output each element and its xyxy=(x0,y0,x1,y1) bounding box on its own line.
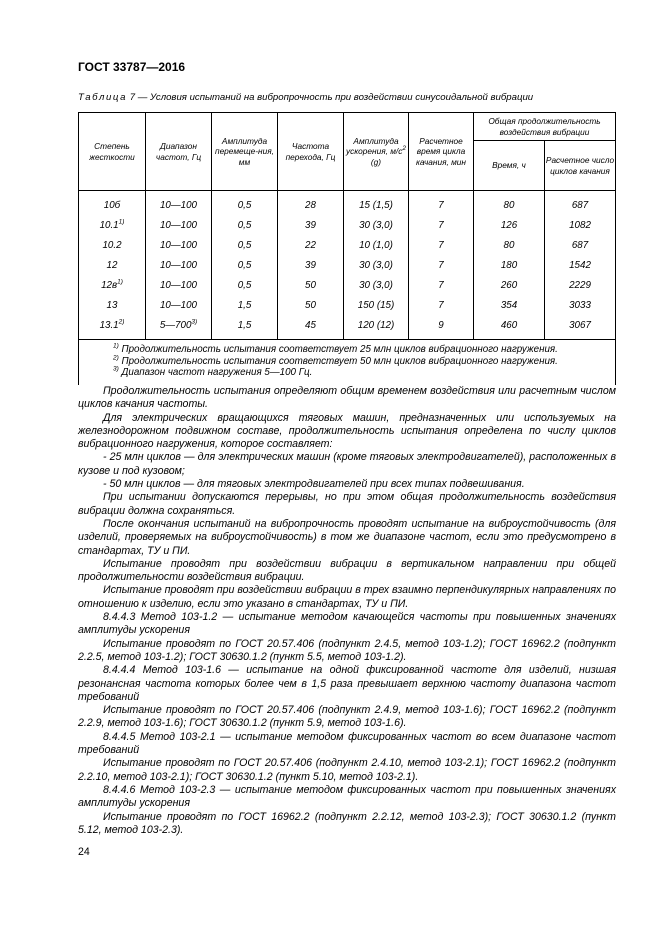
cell-amplitude: 1,5 xyxy=(212,295,278,315)
col-transition-freq: Частота перехода, Гц xyxy=(278,113,344,191)
paragraph: Для электрических вращающихся тяговых машин, предназначенных или используемых на железнодорожном подвижном составе, продолжительность испытания определена по числу циклов вибрационного нагружения, которое составляет: xyxy=(78,411,616,451)
page-number: 24 xyxy=(78,846,90,858)
range-value: 10—100 xyxy=(159,259,198,271)
footnote-text: Продолжительность испытания соответствует 50 млн циклов вибрационного нагружения. xyxy=(118,355,558,367)
degree-footnote-mark: 1) xyxy=(118,218,125,226)
caption-prefix: Таблица xyxy=(78,92,128,103)
col-cycle-count: Расчетное число циклов качания xyxy=(545,141,616,191)
paragraph: Испытание проводят при воздействии вибрации в трех взаимно перпендикулярных направлениях по отношению к изделию, если это указано в стандартах, ТУ и ПИ. xyxy=(78,584,616,610)
cell-amplitude: 1,5 xyxy=(212,315,278,340)
degree-value: 12 xyxy=(106,259,118,271)
footnote-mark: 2) xyxy=(113,354,119,362)
cell-transition: 45 xyxy=(278,315,344,340)
table-row xyxy=(79,235,616,255)
accel-label-unit: (g) xyxy=(370,156,382,167)
cell-cycle-time: 7 xyxy=(409,255,474,275)
degree-footnote-mark: 2) xyxy=(118,318,125,326)
body-text xyxy=(78,385,616,837)
vibration-test-table xyxy=(78,112,616,385)
paragraph: Испытание проводят по ГОСТ 20.57.406 (подпункт 2.4.5, метод 103-1.2); ГОСТ 16962.2 (подпункт 2.2.5, метод 103-1.2); ГОСТ 30630.1.2 (пункт 5.5, метод 103-1.2). xyxy=(78,637,616,663)
cell-range xyxy=(146,215,212,235)
footnote xyxy=(113,356,615,368)
col-freq-range: Диапазон частот, Гц xyxy=(146,113,212,191)
cell-degree xyxy=(79,295,146,315)
cell-cycle-count: 2229 xyxy=(545,275,616,295)
cell-transition: 22 xyxy=(278,235,344,255)
cell-time-hours: 80 xyxy=(474,235,545,255)
cell-time-hours: 354 xyxy=(474,295,545,315)
cell-cycle-time: 7 xyxy=(409,295,474,315)
degree-value: 10б xyxy=(103,199,121,211)
range-footnote-mark: 3) xyxy=(191,318,198,326)
cell-range xyxy=(146,191,212,216)
degree-footnote-mark: 1) xyxy=(117,278,123,286)
cell-time-hours: 80 xyxy=(474,191,545,216)
table-row xyxy=(79,215,616,235)
degree-value: 12в xyxy=(101,279,118,291)
range-value: 10—100 xyxy=(159,299,198,311)
cell-degree xyxy=(79,275,146,295)
footnote xyxy=(113,344,615,356)
cell-amplitude: 0,5 xyxy=(212,215,278,235)
cell-degree xyxy=(79,235,146,255)
table-row xyxy=(79,191,616,216)
table-row xyxy=(79,315,616,340)
cell-acceleration: 10 (1,0) xyxy=(344,235,409,255)
range-value: 5—700 xyxy=(159,319,192,331)
col-acceleration xyxy=(344,113,409,191)
cell-acceleration: 150 (15) xyxy=(344,295,409,315)
cell-cycle-count: 687 xyxy=(545,191,616,216)
footnote-mark: 1) xyxy=(113,342,119,350)
cell-acceleration: 30 (3,0) xyxy=(344,255,409,275)
cell-time-hours: 180 xyxy=(474,255,545,275)
paragraph: После окончания испытаний на вибропрочность проводят испытание на виброустойчивость (для изделий, проверяемых на виброустойчивость) в том же диапазоне частот, если это предусмотрено в стандартах, ТУ и ПИ. xyxy=(78,517,616,557)
degree-value: 13 xyxy=(106,299,118,311)
paragraph: Продолжительность испытания определяют общим временем воздействия или расчетным числом циклов качания частоты. xyxy=(78,385,616,411)
cell-amplitude: 0,5 xyxy=(212,255,278,275)
footnote-text: Диапазон частот нагружения 5—100 Гц. xyxy=(118,367,313,378)
range-value: 10—100 xyxy=(159,219,198,231)
cell-transition: 50 xyxy=(278,295,344,315)
footnote-text: Продолжительность испытания соответствует 25 млн циклов вибрационного нагружения. xyxy=(118,344,558,355)
cell-range xyxy=(146,315,212,340)
cell-time-hours: 460 xyxy=(474,315,545,340)
cell-amplitude: 0,5 xyxy=(212,275,278,295)
cell-acceleration: 15 (1,5) xyxy=(344,191,409,216)
range-value: 10—100 xyxy=(159,199,198,211)
accel-label-sup: 2 xyxy=(402,145,407,153)
paragraph: - 25 млн циклов — для электрических машин (кроме тяговых электродвигателей), расположенных в кузове и под кузовом; xyxy=(78,451,616,477)
cell-acceleration: 30 (3,0) xyxy=(344,215,409,235)
cell-degree xyxy=(79,215,146,235)
paragraph: Испытание проводят по ГОСТ 16962.2 (подпункт 2.2.12, метод 103-2.3); ГОСТ 30630.1.2 (пункт 5.12, метод 103-2.3). xyxy=(78,810,616,836)
paragraph: - 50 млн циклов — для тяговых электродвигателей при всех типах подвешивания. xyxy=(103,478,525,491)
cell-degree xyxy=(79,191,146,216)
cell-transition: 39 xyxy=(278,215,344,235)
footnote-mark: 3) xyxy=(113,365,119,373)
cell-cycle-time: 7 xyxy=(409,215,474,235)
section-heading: 8.4.4.3 Метод 103-1.2 — испытание методом качающейся частоты при повышенных значениях амплитуды ускорения xyxy=(78,611,616,637)
cell-amplitude: 0,5 xyxy=(212,235,278,255)
col-group-total-duration: Общая продолжительность воздействия вибрации xyxy=(474,113,616,141)
paragraph: Испытание проводят по ГОСТ 20.57.406 (подпункт 2.4.9, метод 103-1.6); ГОСТ 16962.2 (подпункт 2.2.9, метод 103-1.6); ГОСТ 30630.1.2 (пункт 5.9, метод 103-1.6). xyxy=(78,704,616,730)
paragraph: Испытание проводят по ГОСТ 20.57.406 (подпункт 2.4.10, метод 103-2.1); ГОСТ 16962.2 (подпункт 2.2.10, метод 103-2.1); ГОСТ 30630.1.2 (пункт 5.10, метод 103-2.1). xyxy=(78,757,616,783)
cell-cycle-time: 7 xyxy=(409,235,474,255)
cell-cycle-count: 1082 xyxy=(545,215,616,235)
range-value: 10—100 xyxy=(159,279,198,291)
degree-value: 10.1 xyxy=(99,219,119,231)
range-value: 10—100 xyxy=(159,239,198,251)
document-header: ГОСТ 33787—2016 xyxy=(78,60,186,74)
degree-value: 10.2 xyxy=(102,239,122,251)
paragraph: При испытании допускаются перерывы, но при этом общая продолжительность воздействия вибрации должна сохраняться. xyxy=(78,491,616,517)
cell-cycle-count: 1542 xyxy=(545,255,616,275)
cell-range xyxy=(146,255,212,275)
cell-degree xyxy=(79,315,146,340)
cell-time-hours: 260 xyxy=(474,275,545,295)
cell-degree xyxy=(79,255,146,275)
col-cycle-time: Расчетное время цикла качания, мин xyxy=(409,113,474,191)
paragraph: Испытание проводят при воздействии вибрации в вертикальном направлении при общей продолжительности воздействия вибрации. xyxy=(78,557,616,584)
cell-acceleration: 120 (12) xyxy=(344,315,409,340)
table-row xyxy=(79,275,616,295)
cell-cycle-time: 7 xyxy=(409,191,474,216)
cell-transition: 39 xyxy=(278,255,344,275)
cell-acceleration: 30 (3,0) xyxy=(344,275,409,295)
cell-cycle-time: 9 xyxy=(409,315,474,340)
cell-time-hours: 126 xyxy=(474,215,545,235)
cell-transition: 50 xyxy=(278,275,344,295)
cell-range xyxy=(146,275,212,295)
accel-label: Амплитуда ускорения, м/с xyxy=(345,135,403,157)
caption-text: 7 — Условия испытаний на вибропрочность при воздействии синусоидальной вибрации xyxy=(127,92,534,103)
table-caption xyxy=(78,92,533,103)
table-row xyxy=(79,255,616,275)
col-amplitude: Амплитуда перемеще-ния, мм xyxy=(212,113,278,191)
footnote xyxy=(113,367,615,379)
cell-range xyxy=(146,235,212,255)
col-degree: Степень жесткости xyxy=(79,113,146,191)
cell-cycle-count: 3067 xyxy=(545,315,616,340)
cell-cycle-count: 3033 xyxy=(545,295,616,315)
cell-transition: 28 xyxy=(278,191,344,216)
col-time-hours: Время, ч xyxy=(474,141,545,191)
cell-cycle-time: 7 xyxy=(409,275,474,295)
table-row xyxy=(79,295,616,315)
cell-amplitude: 0,5 xyxy=(212,191,278,216)
cell-cycle-count: 687 xyxy=(545,235,616,255)
section-heading: 8.4.4.4 Метод 103-1.6 — испытание на одной фиксированной частоте для изделий, низшая резонансная частота которых более чем в 1,5 раза превышает верхнюю частоту диапазона частот требований xyxy=(78,664,616,703)
table-notes xyxy=(79,340,616,385)
section-heading: 8.4.4.6 Метод 103-2.3 — испытание методом фиксированных частот при повышенных значениях амплитуды ускорения xyxy=(78,783,616,810)
degree-value: 13.1 xyxy=(99,319,119,331)
cell-range xyxy=(146,295,212,315)
table-notes-row xyxy=(79,340,616,385)
section-heading: 8.4.4.5 Метод 103-2.1 — испытание методом фиксированных частот во всем диапазоне частот требований xyxy=(78,730,616,757)
